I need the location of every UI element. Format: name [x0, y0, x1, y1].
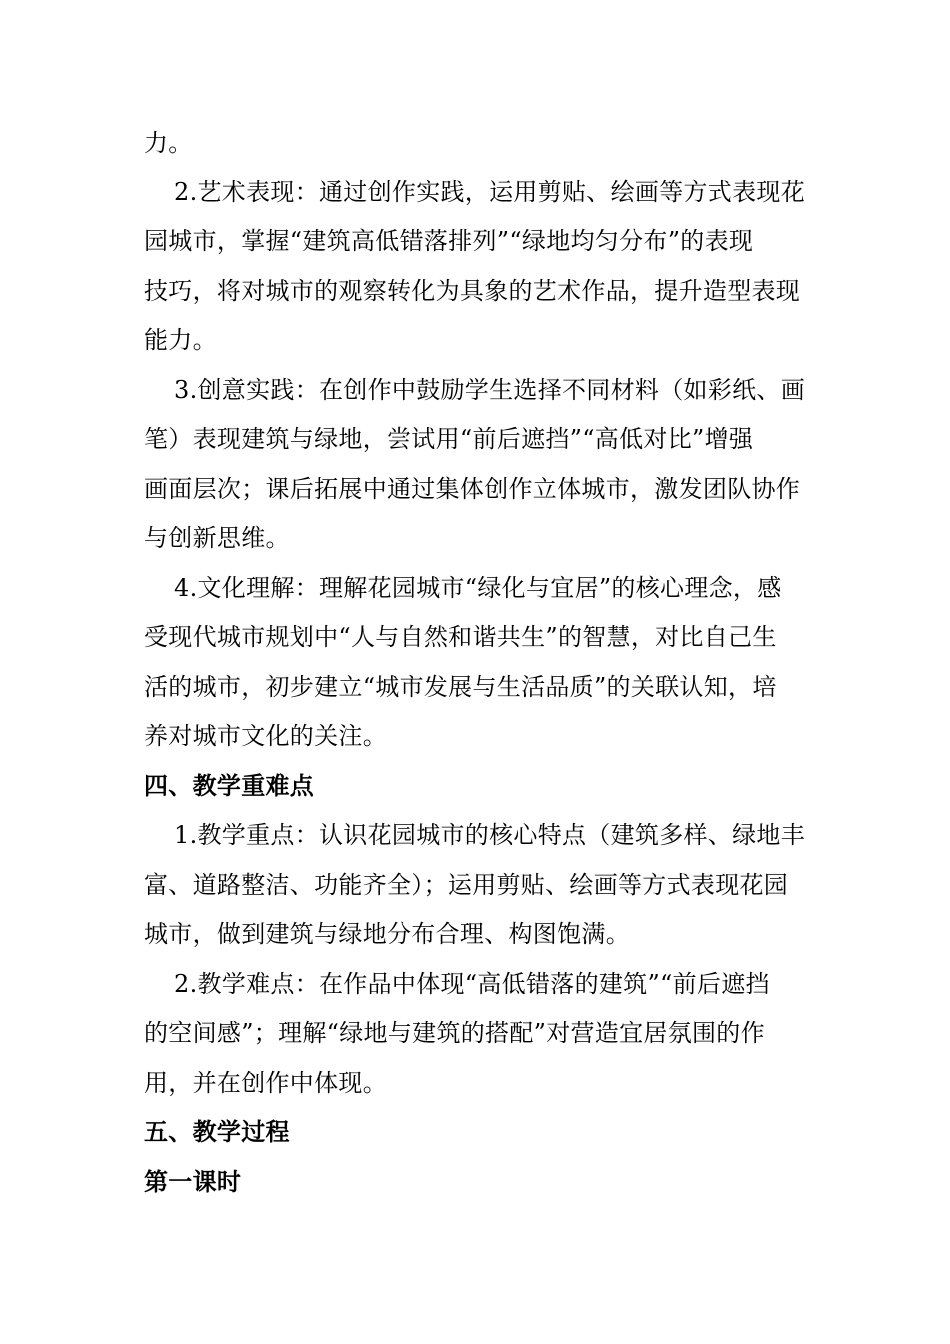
paragraph-line: 4.文化理解：理解花园城市“绿化与宜居”的核心理念，感: [174, 574, 782, 602]
paragraph-line: 能力。: [144, 326, 217, 354]
paragraph-line: 力。: [144, 129, 193, 157]
paragraph-line: 技巧，将对城市的观察转化为具象的艺术作品，提升造型表现: [144, 277, 801, 305]
subsection-heading: 第一课时: [144, 1168, 242, 1196]
paragraph-line: 城市，做到建筑与绿地分布合理、构图饱满。: [144, 920, 630, 948]
paragraph-line: 用，并在创作中体现。: [144, 1069, 387, 1097]
paragraph-line: 养对城市文化的关注。: [144, 722, 387, 750]
paragraph-line: 2.教学难点：在作品中体现“高低错落的建筑”“前后遮挡: [174, 970, 770, 998]
paragraph-line: 富、道路整洁、功能齐全）；运用剪贴、绘画等方式表现花园: [144, 871, 789, 899]
section-heading: 四、教学重难点: [144, 772, 315, 800]
paragraph-line: 2.艺术表现：通过创作实践，运用剪贴、绘画等方式表现花: [174, 178, 805, 206]
paragraph-line: 的空间感”；理解“绿地与建筑的搭配”对营造宜居氛围的作: [144, 1019, 765, 1047]
paragraph-line: 受现代城市规划中“人与自然和谐共生”的智慧，对比自己生: [144, 623, 777, 651]
paragraph-line: 笔）表现建筑与绿地，尝试用“前后遮挡”“高低对比”增强: [144, 425, 754, 453]
paragraph-line: 1.教学重点：认识花园城市的核心特点（建筑多样、绿地丰: [174, 821, 805, 849]
paragraph-line: 画面层次；课后拓展中通过集体创作立体城市，激发团队协作: [144, 475, 801, 503]
paragraph-line: 园城市，掌握“建筑高低错落排列”“绿地均匀分布”的表现: [144, 227, 754, 255]
paragraph-line: 活的城市，初步建立“城市发展与生活品质”的关联认知，培: [144, 673, 777, 701]
section-heading: 五、教学过程: [144, 1118, 290, 1146]
paragraph-line: 3.创意实践：在创作中鼓励学生选择不同材料（如彩纸、画: [174, 376, 805, 404]
paragraph-line: 与创新思维。: [144, 524, 290, 552]
